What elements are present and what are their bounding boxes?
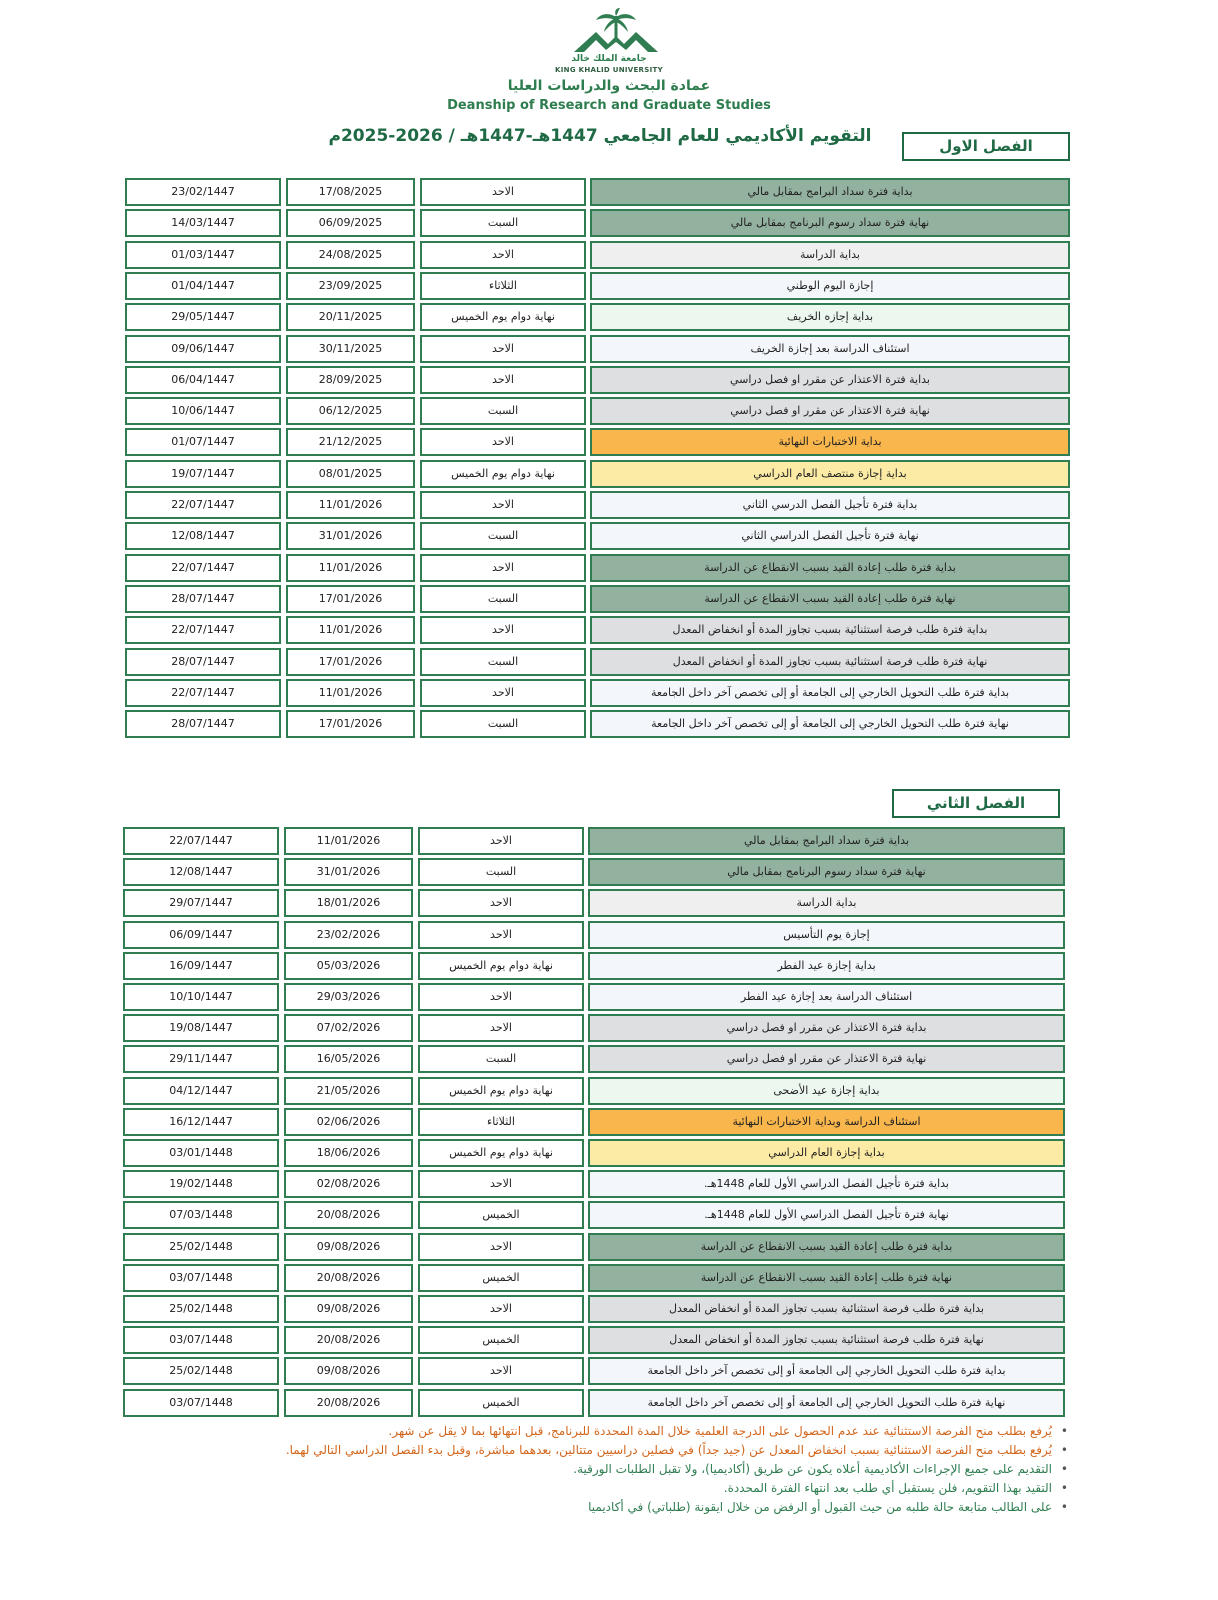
hijri-date-cell: 07/03/1448 [123, 1201, 279, 1229]
day-cell: نهاية دوام يوم الخميس [418, 1139, 584, 1167]
table-row [123, 1295, 1065, 1323]
table-row [123, 1233, 1065, 1261]
event-description-cell: استئناف الدراسة بعد إجازة الخريف [590, 335, 1070, 363]
gregorian-date-cell: 11/01/2026 [286, 616, 415, 644]
gregorian-date-cell: 08/01/2025 [286, 460, 415, 488]
hijri-date-cell: 25/02/1448 [123, 1233, 279, 1261]
hijri-date-cell: 29/11/1447 [123, 1045, 279, 1073]
event-description-cell: نهاية فترة طلب فرصة استثنائية بسبب تجاوز المدة أو انخفاض المعدل [590, 648, 1070, 676]
event-description-cell: بداية فترة الاعتذار عن مقرر او فصل دراسي [588, 1014, 1065, 1042]
day-cell: الاحد [420, 241, 586, 269]
gregorian-date-cell: 18/06/2026 [284, 1139, 413, 1167]
hijri-date-cell: 23/02/1447 [125, 178, 281, 206]
event-description-cell: بداية فترة طلب التحويل الخارجي إلى الجامعة أو إلى تخصص آخر داخل الجامعة [590, 679, 1070, 707]
gregorian-date-cell: 06/09/2025 [286, 209, 415, 237]
gregorian-date-cell: 11/01/2026 [286, 679, 415, 707]
event-description-cell: إجازة اليوم الوطني [590, 272, 1070, 300]
day-cell: الاحد [418, 1295, 584, 1323]
hijri-date-cell: 22/07/1447 [125, 554, 281, 582]
hijri-date-cell: 06/09/1447 [123, 921, 279, 949]
table-row [123, 1014, 1065, 1042]
event-description-cell: نهاية فترة طلب إعادة القيد بسبب الانقطاع عن الدراسة [588, 1264, 1065, 1292]
day-cell: السبت [420, 648, 586, 676]
event-description-cell: نهاية فترة سداد رسوم البرنامج بمقابل مالي [590, 209, 1070, 237]
gregorian-date-cell: 09/08/2026 [284, 1233, 413, 1261]
event-description-cell: بداية فترة تأجيل الفصل الدرسي الثاني [590, 491, 1070, 519]
day-cell: السبت [420, 710, 586, 738]
day-cell: الاحد [418, 1170, 584, 1198]
gregorian-date-cell: 20/08/2026 [284, 1389, 413, 1417]
hijri-date-cell: 22/07/1447 [125, 491, 281, 519]
day-cell: الخميس [418, 1326, 584, 1354]
event-description-cell: بداية فترة طلب إعادة القيد بسبب الانقطاع عن الدراسة [590, 554, 1070, 582]
day-cell: نهاية دوام يوم الخميس [420, 460, 586, 488]
gregorian-date-cell: 20/11/2025 [286, 303, 415, 331]
event-description-cell: بداية فترة طلب فرصة استثنائية بسبب تجاوز المدة أو انخفاض المعدل [590, 616, 1070, 644]
gregorian-date-cell: 23/02/2026 [284, 921, 413, 949]
event-description-cell: بداية فترة سداد البرامج بمقابل مالي [590, 178, 1070, 206]
hijri-date-cell: 03/07/1448 [123, 1326, 279, 1354]
day-cell: السبت [418, 1045, 584, 1073]
gregorian-date-cell: 20/08/2026 [284, 1264, 413, 1292]
day-cell: الاحد [420, 554, 586, 582]
table-row [123, 952, 1065, 980]
day-cell: الخميس [418, 1201, 584, 1229]
event-description-cell: بداية إجازه الخريف [590, 303, 1070, 331]
hijri-date-cell: 12/08/1447 [125, 522, 281, 550]
day-cell: نهاية دوام يوم الخميس [418, 1077, 584, 1105]
table-row [125, 522, 1070, 550]
table-row [125, 460, 1070, 488]
note-item: • التقديم على جميع الإجراءات الأكاديمية أعلاه يكون عن طريق (أكاديميا)، ولا تقبل الطلبات الورقية. [68, 1460, 1068, 1479]
day-cell: الاحد [420, 178, 586, 206]
event-description-cell: نهاية فترة سداد رسوم البرنامج بمقابل مالي [588, 858, 1065, 886]
event-description-cell: بداية فترة سداد البرامج بمقابل مالي [588, 827, 1065, 855]
table-row [125, 335, 1070, 363]
event-description-cell: بداية فترة طلب إعادة القيد بسبب الانقطاع عن الدراسة [588, 1233, 1065, 1261]
deanship-name-en: Deanship of Research and Graduate Studies [447, 98, 771, 113]
gregorian-date-cell: 17/01/2026 [286, 710, 415, 738]
note-item: • على الطالب متابعة حالة طلبه من حيث القبول أو الرفض من خلال ايقونة (طلباتي) في أكاديميا [68, 1498, 1068, 1517]
hijri-date-cell: 16/12/1447 [123, 1108, 279, 1136]
table-row [123, 1357, 1065, 1385]
table-row [125, 585, 1070, 613]
event-description-cell: بداية فترة طلب التحويل الخارجي إلى الجامعة أو إلى تخصص آخر داخل الجامعة [588, 1357, 1065, 1385]
gregorian-date-cell: 06/12/2025 [286, 397, 415, 425]
hijri-date-cell: 22/07/1447 [123, 827, 279, 855]
notes-list [68, 1422, 1068, 1517]
day-cell: الثلاثاء [420, 272, 586, 300]
gregorian-date-cell: 31/01/2026 [286, 522, 415, 550]
day-cell: السبت [420, 585, 586, 613]
gregorian-date-cell: 18/01/2026 [284, 889, 413, 917]
deanship-name-ar: عمادة البحث والدراسات العليا [507, 78, 711, 94]
event-description-cell: بداية الاختبارات النهائية [590, 428, 1070, 456]
gregorian-date-cell: 07/02/2026 [284, 1014, 413, 1042]
day-cell: الثلاثاء [418, 1108, 584, 1136]
event-description-cell: نهاية فترة طلب التحويل الخارجي إلى الجامعة أو إلى تخصص آخر داخل الجامعة [588, 1389, 1065, 1417]
gregorian-date-cell: 30/11/2025 [286, 335, 415, 363]
day-cell: نهاية دوام يوم الخميس [418, 952, 584, 980]
page-title: التقويم الأكاديمي للعام الجامعي 1447هـ-1447هـ / 2026-2025م [328, 126, 872, 146]
day-cell: الاحد [420, 335, 586, 363]
gregorian-date-cell: 11/01/2026 [284, 827, 413, 855]
table-row [125, 554, 1070, 582]
hijri-date-cell: 03/07/1448 [123, 1389, 279, 1417]
day-cell: الاحد [420, 366, 586, 394]
table-row [123, 1045, 1065, 1073]
event-description-cell: نهاية فترة طلب فرصة استثنائية بسبب تجاوز المدة أو انخفاض المعدل [588, 1326, 1065, 1354]
table-row [123, 1264, 1065, 1292]
event-description-cell: نهاية فترة الاعتذار عن مقرر او فصل دراسي [590, 397, 1070, 425]
table-row [123, 1201, 1065, 1229]
table-row [125, 616, 1070, 644]
gregorian-date-cell: 20/08/2026 [284, 1326, 413, 1354]
hijri-date-cell: 04/12/1447 [123, 1077, 279, 1105]
day-cell: السبت [420, 522, 586, 550]
table-row [123, 1389, 1065, 1417]
day-cell: الاحد [420, 491, 586, 519]
day-cell: السبت [418, 858, 584, 886]
hijri-date-cell: 10/10/1447 [123, 983, 279, 1011]
gregorian-date-cell: 02/08/2026 [284, 1170, 413, 1198]
day-cell: الاحد [418, 889, 584, 917]
event-description-cell: بداية فترة طلب فرصة استثنائية بسبب تجاوز المدة أو انخفاض المعدل [588, 1295, 1065, 1323]
gregorian-date-cell: 05/03/2026 [284, 952, 413, 980]
table-row [123, 983, 1065, 1011]
event-description-cell: بداية إجازة منتصف العام الدراسي [590, 460, 1070, 488]
gregorian-date-cell: 09/08/2026 [284, 1357, 413, 1385]
hijri-date-cell: 29/07/1447 [123, 889, 279, 917]
table-row [125, 241, 1070, 269]
event-description-cell: نهاية فترة تأجيل الفصل الدراسي الأول للعام 1448هـ. [588, 1201, 1065, 1229]
gregorian-date-cell: 09/08/2026 [284, 1295, 413, 1323]
table-row [123, 1170, 1065, 1198]
table-row [125, 648, 1070, 676]
hijri-date-cell: 03/07/1448 [123, 1264, 279, 1292]
hijri-date-cell: 01/04/1447 [125, 272, 281, 300]
day-cell: الخميس [418, 1389, 584, 1417]
event-description-cell: نهاية فترة الاعتذار عن مقرر او فصل دراسي [588, 1045, 1065, 1073]
gregorian-date-cell: 17/01/2026 [286, 585, 415, 613]
hijri-date-cell: 10/06/1447 [125, 397, 281, 425]
table-row [125, 679, 1070, 707]
gregorian-date-cell: 02/06/2026 [284, 1108, 413, 1136]
table-row [123, 921, 1065, 949]
table-row [123, 1108, 1065, 1136]
table-row [125, 491, 1070, 519]
university-name-ar: جامعة الملك خالد [571, 54, 647, 64]
event-description-cell: نهاية فترة تأجيل الفصل الدراسي الثاني [590, 522, 1070, 550]
table-row [125, 178, 1070, 206]
table-row [125, 428, 1070, 456]
gregorian-date-cell: 11/01/2026 [286, 491, 415, 519]
table-row [125, 209, 1070, 237]
event-description-cell: إجازة يوم التأسيس [588, 921, 1065, 949]
event-description-cell: نهاية فترة طلب التحويل الخارجي إلى الجامعة أو إلى تخصص آخر داخل الجامعة [590, 710, 1070, 738]
semester1-label: الفصل الاول [902, 132, 1070, 161]
event-description-cell: بداية إجازة العام الدراسي [588, 1139, 1065, 1167]
event-description-cell: استئناف الدراسة وبداية الاختبارات النهائية [588, 1108, 1065, 1136]
table-row [125, 272, 1070, 300]
hijri-date-cell: 28/07/1447 [125, 710, 281, 738]
hijri-date-cell: 19/08/1447 [123, 1014, 279, 1042]
hijri-date-cell: 25/02/1448 [123, 1295, 279, 1323]
table-row [123, 858, 1065, 886]
day-cell: الخميس [418, 1264, 584, 1292]
day-cell: الاحد [418, 1357, 584, 1385]
hijri-date-cell: 16/09/1447 [123, 952, 279, 980]
day-cell: الاحد [420, 679, 586, 707]
day-cell: الاحد [420, 428, 586, 456]
hijri-date-cell: 03/01/1448 [123, 1139, 279, 1167]
hijri-date-cell: 28/07/1447 [125, 648, 281, 676]
event-description-cell: بداية إجازة عيد الفطر [588, 952, 1065, 980]
day-cell: الاحد [418, 921, 584, 949]
note-item: • يُرفع بطلب منح الفرصة الاستثنائية بسبب انخفاض المعدل عن (جيد جداً) في فصلين دراسيين متتالين، بعدهما مباشرة، وقبل بدء الفصل الدراسي التالي لهما. [68, 1441, 1068, 1460]
gregorian-date-cell: 28/09/2025 [286, 366, 415, 394]
event-description-cell: بداية إجازة عيد الأضحى [588, 1077, 1065, 1105]
gregorian-date-cell: 31/01/2026 [284, 858, 413, 886]
gregorian-date-cell: 21/05/2026 [284, 1077, 413, 1105]
hijri-date-cell: 09/06/1447 [125, 335, 281, 363]
table-row [123, 1139, 1065, 1167]
day-cell: نهاية دوام يوم الخميس [420, 303, 586, 331]
gregorian-date-cell: 23/09/2025 [286, 272, 415, 300]
table-row [123, 1077, 1065, 1105]
gregorian-date-cell: 29/03/2026 [284, 983, 413, 1011]
day-cell: السبت [420, 397, 586, 425]
day-cell: الاحد [418, 1014, 584, 1042]
event-description-cell: بداية فترة الاعتذار عن مقرر او فصل دراسي [590, 366, 1070, 394]
hijri-date-cell: 01/07/1447 [125, 428, 281, 456]
hijri-date-cell: 12/08/1447 [123, 858, 279, 886]
gregorian-date-cell: 17/08/2025 [286, 178, 415, 206]
day-cell: الاحد [418, 983, 584, 1011]
table-row [123, 1326, 1065, 1354]
hijri-date-cell: 19/02/1448 [123, 1170, 279, 1198]
table-row [125, 366, 1070, 394]
hijri-date-cell: 22/07/1447 [125, 616, 281, 644]
semester2-label: الفصل الثاني [892, 789, 1060, 818]
note-item: • يُرفع بطلب منح الفرصة الاستثنائية عند عدم الحصول على الدرجة العلمية خلال المدة المحددة للبرنامج، قبل انتهائها بما لا يقل عن شهر. [68, 1422, 1068, 1441]
university-name-en: KING KHALID UNIVERSITY [555, 66, 663, 74]
note-item: • التقيد بهذا التقويم، فلن يستقبل أي طلب بعد انتهاء الفترة المحددة. [68, 1479, 1068, 1498]
table-row [123, 827, 1065, 855]
hijri-date-cell: 29/05/1447 [125, 303, 281, 331]
table-row [125, 710, 1070, 738]
hijri-date-cell: 06/04/1447 [125, 366, 281, 394]
event-description-cell: بداية الدراسة [588, 889, 1065, 917]
hijri-date-cell: 28/07/1447 [125, 585, 281, 613]
table-row [125, 397, 1070, 425]
hijri-date-cell: 22/07/1447 [125, 679, 281, 707]
event-description-cell: استئناف الدراسة بعد إجازة عيد الفطر [588, 983, 1065, 1011]
event-description-cell: بداية فترة تأجيل الفصل الدراسي الأول للعام 1448هـ. [588, 1170, 1065, 1198]
gregorian-date-cell: 11/01/2026 [286, 554, 415, 582]
day-cell: الاحد [418, 827, 584, 855]
table-row [123, 889, 1065, 917]
gregorian-date-cell: 17/01/2026 [286, 648, 415, 676]
table-row [125, 303, 1070, 331]
gregorian-date-cell: 16/05/2026 [284, 1045, 413, 1073]
hijri-date-cell: 14/03/1447 [125, 209, 281, 237]
day-cell: السبت [420, 209, 586, 237]
gregorian-date-cell: 21/12/2025 [286, 428, 415, 456]
hijri-date-cell: 19/07/1447 [125, 460, 281, 488]
day-cell: الاحد [420, 616, 586, 644]
day-cell: الاحد [418, 1233, 584, 1261]
hijri-date-cell: 01/03/1447 [125, 241, 281, 269]
event-description-cell: نهاية فترة طلب إعادة القيد بسبب الانقطاع عن الدراسة [590, 585, 1070, 613]
hijri-date-cell: 25/02/1448 [123, 1357, 279, 1385]
event-description-cell: بداية الدراسة [590, 241, 1070, 269]
gregorian-date-cell: 20/08/2026 [284, 1201, 413, 1229]
gregorian-date-cell: 24/08/2025 [286, 241, 415, 269]
